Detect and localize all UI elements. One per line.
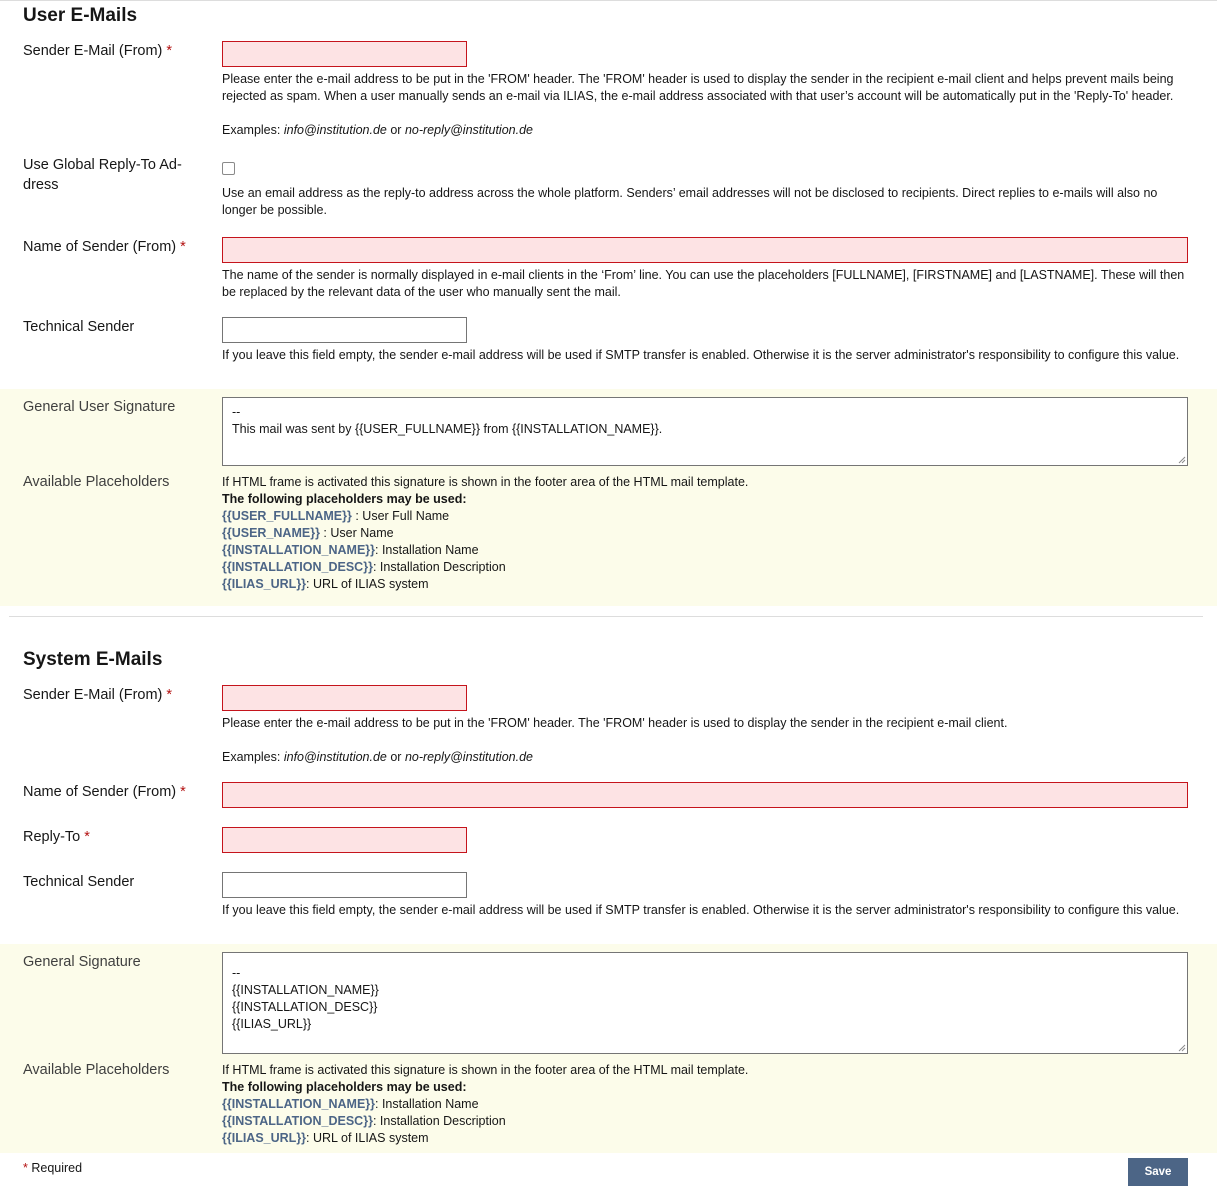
label-user-signature: General User Signature [23,399,176,415]
section-divider [9,616,1203,617]
resize-grip-icon[interactable] [1177,455,1186,464]
label-system-sender-name: Name of Sender (From) * [23,784,186,800]
resize-grip-icon[interactable] [1177,1043,1186,1052]
placeholders-heading: The following placeholders may be used: [222,1080,467,1094]
signature-line: -- [232,405,241,419]
user-sender-name-input[interactable] [222,237,1188,263]
required-star: * [180,784,186,800]
label-user-sender-name: Name of Sender (From) * [23,239,186,255]
system-sender-name-input[interactable] [222,782,1188,808]
system-sender-email-examples: Examples: info@institution.de or no-reply@institution.de [222,750,533,764]
save-button[interactable]: Save [1128,1158,1188,1186]
system-sender-email-input[interactable] [222,685,467,711]
placeholders-heading: The following placeholders may be used: [222,492,467,506]
signature-line: This mail was sent by {{USER_FULLNAME}} from {{INSTALLATION_NAME}}. [232,422,663,436]
section-title-user-emails: User E-Mails [23,5,138,26]
label-system-placeholders: Available Placeholders [23,1062,170,1078]
label-user-placeholders: Available Placeholders [23,474,170,490]
required-note: * Required [23,1161,83,1175]
placeholders-intro: If HTML frame is activated this signature is shown in the footer area of the HTML mail template. [222,475,749,489]
global-reply-to-help: Use an email address as the reply-to address across the whole platform. Senders’ email addresses will not be disclosed to recipients. Direct replies to e-mails will also no longer be possible. [222,186,1158,217]
required-star: * [166,687,173,703]
placeholder-item: {{INSTALLATION_DESC}}: Installation Description [222,1114,506,1128]
required-star: * [84,829,90,845]
system-sender-email-help: Please enter the e-mail address to be put in the 'FROM' header. The 'FROM' header is used to display the sender in the recipient e-mail client. [222,716,1008,730]
system-technical-sender-help: If you leave this field empty, the sender e-mail address will be used if SMTP transfer is enabled. Otherwise it is the server administrator's responsibility to configure this value. [222,903,1180,917]
label-user-technical-sender: Technical Sender [23,319,135,335]
user-sender-email-input[interactable] [222,41,467,67]
system-reply-to-input[interactable] [222,827,467,853]
user-signature-textarea[interactable] [222,397,1188,466]
user-sender-name-help: The name of the sender is normally displayed in e-mail clients in the ‘From’ line. You can use the placeholders [FULLNAME], [FIRSTNAME] and [LASTNAME]. These will then be replaced by the relevant data of the user who manually sent the mail. [222,268,1185,299]
placeholder-item: {{INSTALLATION_NAME}}: Installation Name [222,543,479,557]
placeholder-item: {{ILIAS_URL}}: URL of ILIAS system [222,577,429,591]
placeholders-intro: If HTML frame is activated this signature is shown in the footer area of the HTML mail template. [222,1063,749,1077]
label-system-signature: General Signature [23,954,141,970]
signature-line: {{ILIAS_URL}} [232,1017,312,1031]
placeholder-item: {{USER_NAME}} : User Name [222,526,394,540]
section-title-system-emails: System E-Mails [23,649,163,670]
system-signature-textarea[interactable] [222,952,1188,1054]
system-placeholders-list [222,1062,1188,1147]
label-global-reply-to: Use Global Reply-To Address [23,157,182,193]
user-technical-sender-help: If you leave this field empty, the sender e-mail address will be used if SMTP transfer is enabled. Otherwise it is the server administrator's responsibility to configure this value. [222,348,1180,362]
placeholder-item: {{INSTALLATION_DESC}}: Installation Description [222,560,506,574]
placeholder-item: {{INSTALLATION_NAME}}: Installation Name [222,1097,479,1111]
signature-line: {{INSTALLATION_NAME}} [232,983,379,997]
user-sender-email-examples: Examples: info@institution.de or no-reply@institution.de [222,123,533,137]
user-sender-email-help: Please enter the e-mail address to be put in the 'FROM' header. The 'FROM' header is used to display the sender in the recipient e-mail client and helps prevent mails being rejected as spam. When a user manually sends an e-mail via ILIAS, the e-mail address associated with that user’s account will be automatically put in the 'Reply-To' header. [222,72,1174,103]
label-system-technical-sender: Technical Sender [23,874,135,890]
label-user-sender-email: Sender E-Mail (From) * [23,43,173,59]
label-system-reply-to: Reply-To * [23,829,90,845]
signature-line: -- [232,966,241,980]
global-reply-to-checkbox[interactable] [222,162,235,175]
top-border [0,0,1217,1]
signature-line: {{INSTALLATION_DESC}} [232,1000,378,1014]
user-placeholders-list [222,474,1188,593]
placeholder-item: {{USER_FULLNAME}} : User Full Name [222,509,450,523]
system-technical-sender-input[interactable] [222,872,467,898]
label-system-sender-email: Sender E-Mail (From) * [23,687,173,703]
user-technical-sender-input[interactable] [222,317,467,343]
required-star: * [180,239,186,255]
placeholder-item: {{ILIAS_URL}}: URL of ILIAS system [222,1131,429,1145]
required-star: * [166,43,173,59]
